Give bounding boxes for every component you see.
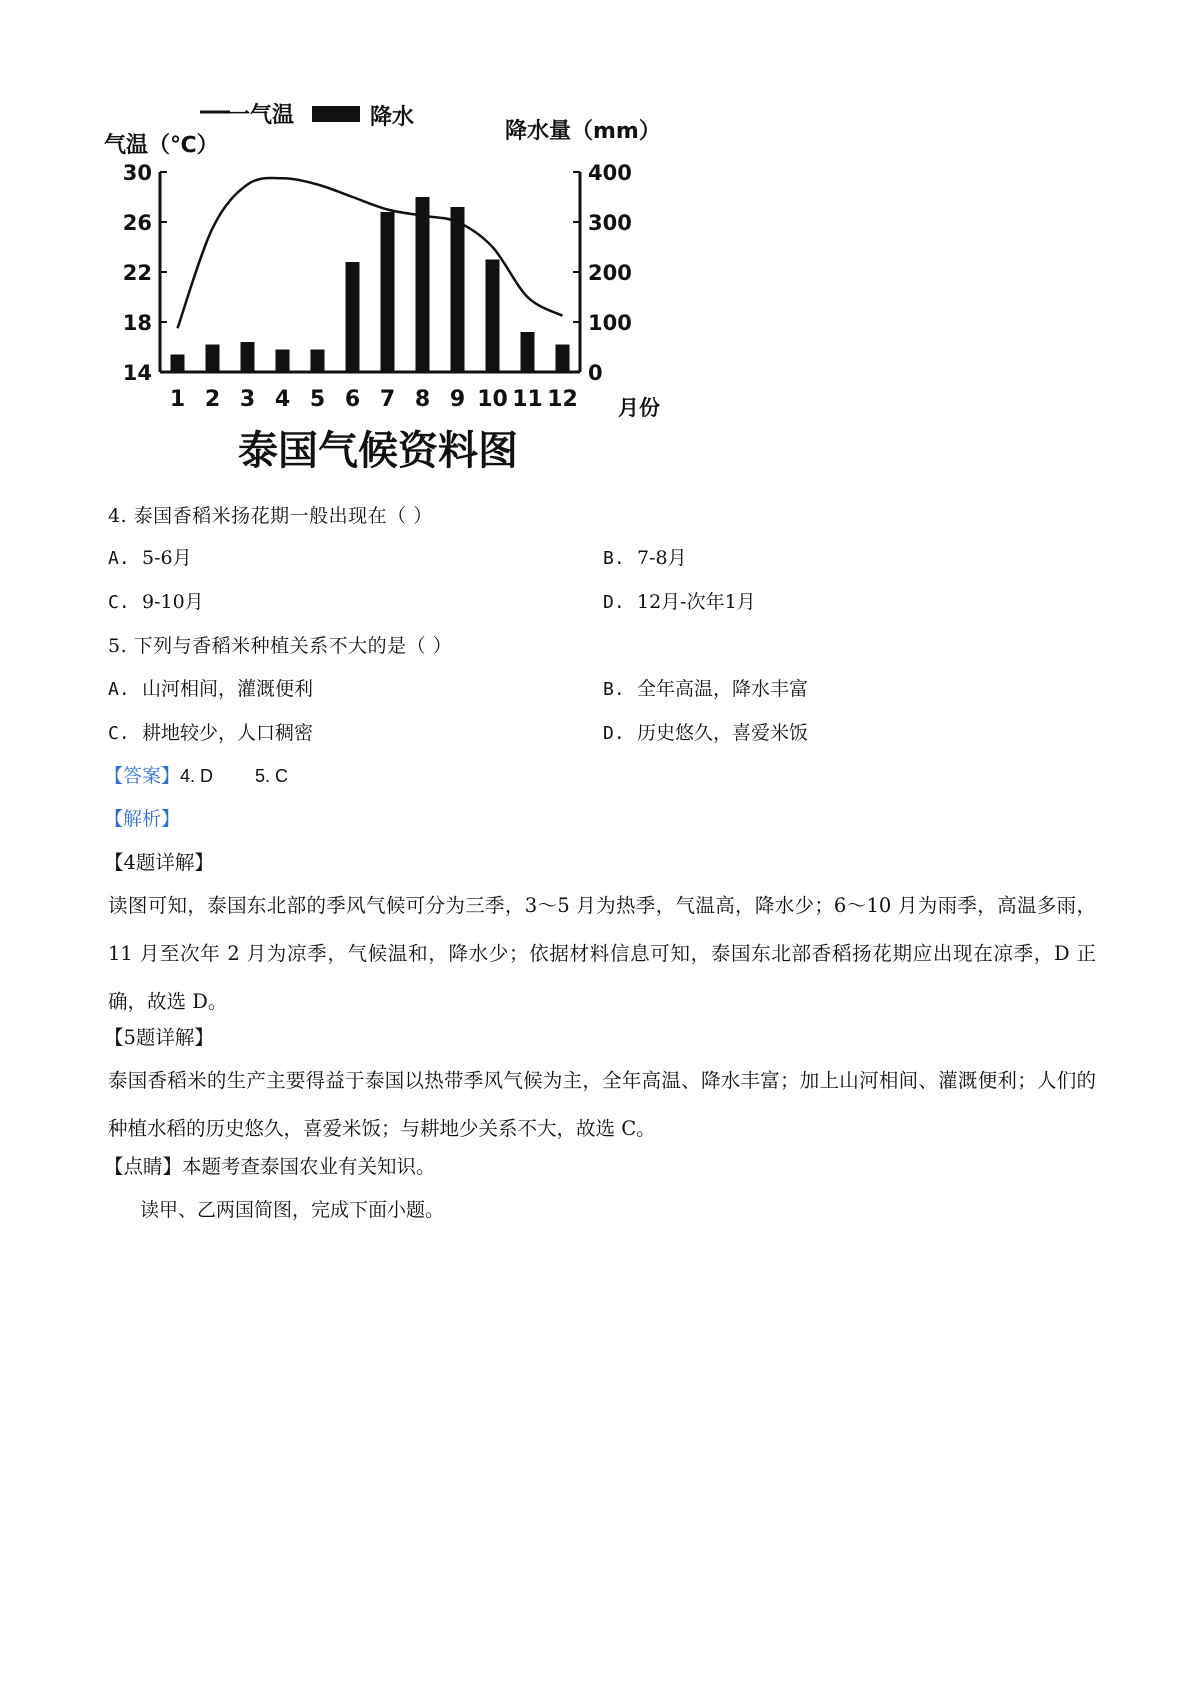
q4-option-a <box>108 545 192 572</box>
climate-chart <box>100 92 700 522</box>
x-tick-label: 4 <box>274 387 291 412</box>
left-tick-label: 18 <box>122 311 152 335</box>
question-4-stem: 4. 泰国香稻米扬花期一般出现在（ ） <box>108 505 433 527</box>
precip-bar <box>346 262 360 372</box>
detail-5-text: 泰国香稻米的生产主要得益于泰国以热带季风气候为主，全年高温、降水丰富；加上山河相间、灌溉便利；人们的种植水稻的历史悠久，喜爱米饭；与耕地少关系不大，故选 C。 <box>108 1069 1096 1140</box>
q4-option-a-letter: A. <box>108 548 130 569</box>
q4-option-b-letter: B. <box>603 548 625 569</box>
q5-option-a-letter: A. <box>108 679 130 700</box>
precip-bar <box>416 197 430 372</box>
x-tick-label: 12 <box>547 387 578 412</box>
q4-option-d-text: 12月-次年1月 <box>637 591 756 613</box>
right-axis-title: 降水量（mm） <box>505 119 661 144</box>
x-tick-label: 8 <box>414 387 431 412</box>
x-tick-label: 9 <box>449 387 466 412</box>
precip-bar <box>206 345 220 373</box>
answer-4: 4. D <box>180 766 214 786</box>
legend-bar-swatch <box>312 106 360 122</box>
comment-text: 本题考查泰国农业有关知识。 <box>182 1155 436 1178</box>
answer-5: 5. C <box>255 766 289 786</box>
precip-bar <box>556 345 570 373</box>
right-tick-label: 100 <box>588 311 632 335</box>
x-tick-label: 11 <box>512 387 543 412</box>
comment-line <box>104 1154 436 1180</box>
q5-option-b-letter: B. <box>603 679 625 700</box>
q5-option-c <box>108 720 313 747</box>
x-tick-label: 10 <box>477 387 508 412</box>
left-tick-label: 22 <box>122 261 152 285</box>
q5-option-d <box>603 720 808 747</box>
q5-option-c-letter: C. <box>108 723 130 744</box>
x-unit-label: 月份 <box>618 396 660 420</box>
q4-option-c-text: 9-10月 <box>142 591 204 613</box>
question-5-stem: 5. 下列与香稻米种植关系不大的是（ ） <box>108 635 453 657</box>
detail-4-header: 【4题详解】 <box>104 851 214 874</box>
x-tick-label: 5 <box>309 387 326 412</box>
q4-option-d <box>603 589 756 616</box>
left-tick-label: 14 <box>122 361 152 385</box>
right-tick-label: 200 <box>588 261 632 285</box>
next-question-intro: 读甲、乙两国简图，完成下面小题。 <box>140 1199 445 1221</box>
left-tick-label: 30 <box>122 161 152 185</box>
analysis-tag: 【解析】 <box>104 808 181 830</box>
precip-bar <box>451 207 465 372</box>
x-tick-label: 3 <box>239 387 256 412</box>
q5-option-b-text: 全年高温，降水丰富 <box>637 678 809 700</box>
q4-option-c-letter: C. <box>108 592 130 613</box>
x-tick-label: 6 <box>344 387 361 412</box>
precip-bar <box>521 332 535 372</box>
q4-option-b <box>603 545 687 572</box>
precip-bar <box>381 212 395 372</box>
precip-bar <box>311 350 325 373</box>
detail-4-text: 读图可知，泰国东北部的季风气候可分为三季，3～5 月为热季，气温高，降水少；6～10 月为雨季，高温多雨，11 月至次年 2 月为凉季，气候温和，降水少；依据材料信息可知，泰国东北部香稻扬花期应出现在凉季，D 正确，故选 D。 <box>108 894 1096 1013</box>
x-tick-label: 1 <box>169 387 186 412</box>
right-tick-label: 0 <box>588 361 603 385</box>
q5-option-b <box>603 676 808 703</box>
q5-option-c-text: 耕地较少，人口稠密 <box>142 722 314 744</box>
legend-line-label: 一气温 <box>228 103 295 128</box>
q4-option-b-text: 7-8月 <box>637 547 687 569</box>
answer-tag: 【答案】 <box>104 765 181 787</box>
right-tick-label: 400 <box>588 161 632 185</box>
left-tick-label: 26 <box>122 211 152 235</box>
q5-option-d-text: 历史悠久，喜爱米饭 <box>637 722 809 744</box>
right-tick-label: 300 <box>588 211 632 235</box>
q4-option-a-text: 5-6月 <box>142 547 192 569</box>
answer-line <box>104 763 288 789</box>
detail-5-header: 【5题详解】 <box>104 1026 214 1049</box>
comment-tag: 【点睛】 <box>104 1155 183 1178</box>
q5-option-d-letter: D. <box>603 723 625 744</box>
q4-option-d-letter: D. <box>603 592 625 613</box>
temperature-line <box>178 178 563 328</box>
precip-bar <box>171 355 185 373</box>
precip-bar <box>276 350 290 373</box>
chart-title: 泰国气候资料图 <box>238 428 518 474</box>
q5-option-a-text: 山河相间，灌溉便利 <box>142 678 314 700</box>
q5-option-a <box>108 676 313 703</box>
x-tick-label: 2 <box>204 387 221 412</box>
precip-bar <box>486 260 500 373</box>
left-axis-title: 气温（℃） <box>104 133 219 158</box>
legend-bar-label: 降水 <box>370 105 415 130</box>
q4-option-c <box>108 589 204 616</box>
x-tick-label: 7 <box>379 387 396 412</box>
precip-bar <box>241 342 255 372</box>
